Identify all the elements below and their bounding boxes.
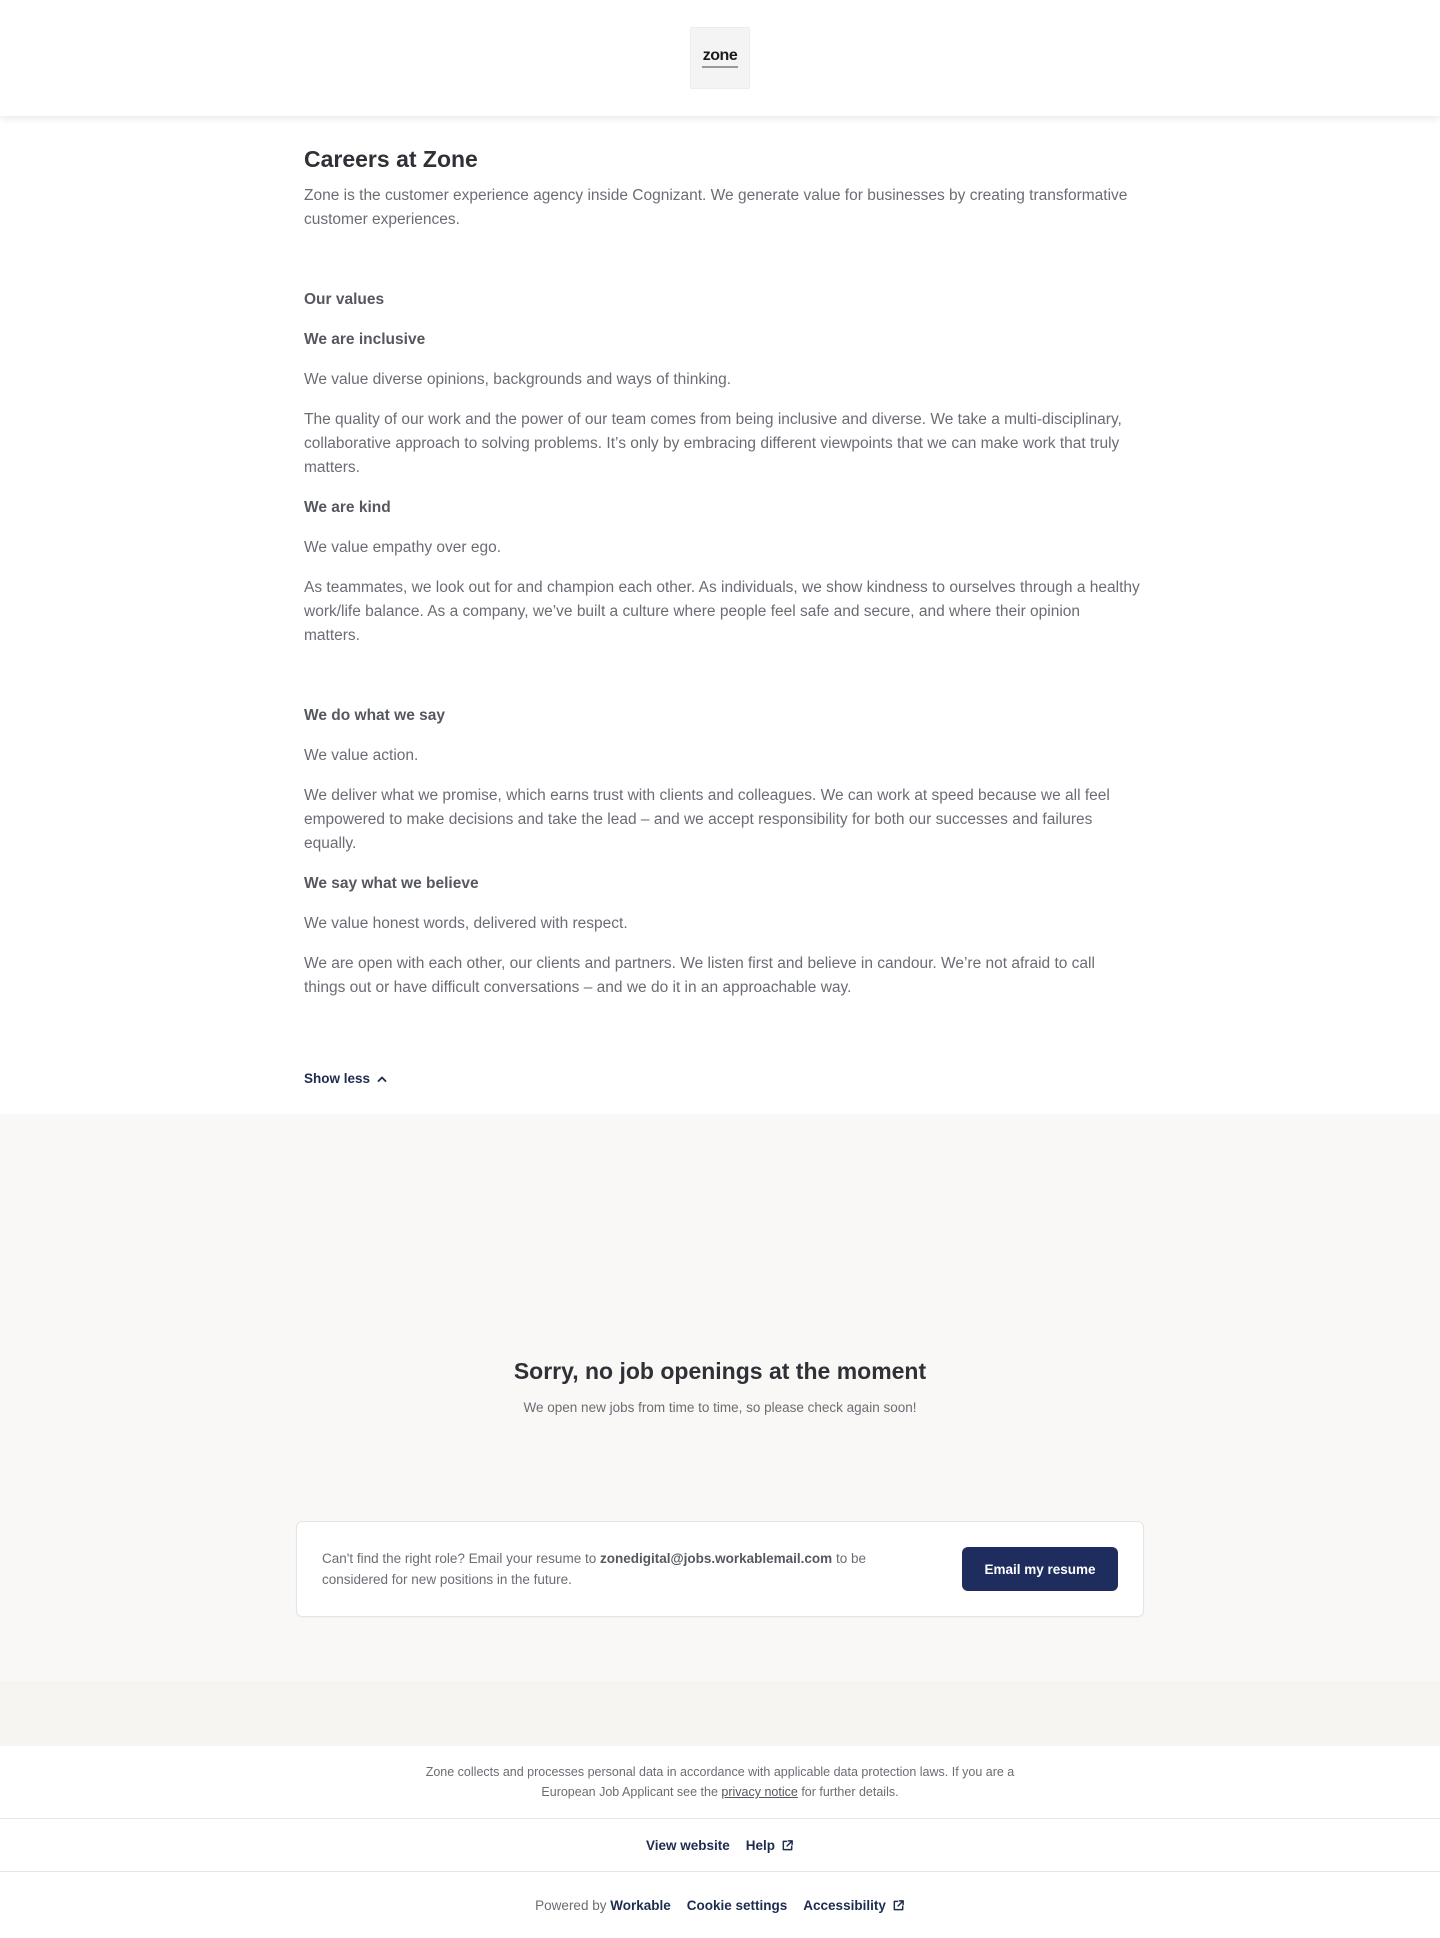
page-title: Careers at Zone xyxy=(304,146,478,172)
accessibility-label: Accessibility xyxy=(803,1897,886,1913)
value-title: We are inclusive xyxy=(304,331,426,348)
privacy-text-suffix: for further details. xyxy=(797,1785,899,1799)
company-description xyxy=(304,288,1140,1000)
value-title: We say what we believe xyxy=(304,875,479,892)
value-title: We do what we say xyxy=(304,707,445,724)
resume-prompt-prefix: Can't find the right role? Email your resume to xyxy=(322,1551,600,1566)
values-heading: Our values xyxy=(304,291,385,308)
resume-prompt xyxy=(322,1548,882,1590)
powered-by xyxy=(535,1898,671,1913)
value-body: As teammates, we look out for and champion each other. As individuals, we show kindness to ourselves through a healthy work/life balance. As a company, we’ve built a culture where people feel safe and secure, and where their opinion matters. xyxy=(304,579,1140,644)
logo-text: zone xyxy=(702,47,738,64)
show-less-toggle[interactable] xyxy=(304,1071,388,1086)
no-openings-title: Sorry, no job openings at the moment xyxy=(513,1358,927,1384)
view-website-link[interactable] xyxy=(646,1838,730,1853)
value-body: The quality of our work and the power of our team comes from being inclusive and diverse. We take a multi-disciplinary, collaborative approach to solving problems. It’s only by embracing different viewpoints that we can make work that truly matters. xyxy=(304,411,1122,476)
resume-email-address: zonedigital@jobs.workablemail.com xyxy=(599,1551,833,1566)
email-resume-button[interactable]: Email my resume xyxy=(962,1547,1118,1591)
help-label: Help xyxy=(745,1837,776,1853)
no-openings-text: We open new jobs from time to time, so please check again soon! xyxy=(523,1400,917,1415)
value-body: We deliver what we promise, which earns trust with clients and colleagues. We can work at speed because we all feel empowered to make decisions and take the lead – and we accept responsibility for both our successes and failures equally. xyxy=(304,787,1110,852)
cookie-settings-link[interactable] xyxy=(687,1898,788,1913)
view-website-label: View website xyxy=(645,1837,730,1853)
email-resume-card xyxy=(296,1521,1144,1617)
help-link[interactable] xyxy=(746,1838,794,1853)
privacy-text xyxy=(425,1762,1015,1802)
value-summary: We value empathy over ego. xyxy=(304,539,502,556)
privacy-notice-link[interactable]: privacy notice xyxy=(721,1785,798,1799)
value-body: We are open with each other, our clients and partners. We listen first and believe in candour. We’re not afraid to call things out or have difficult conversations – and we do it in an approachable way. xyxy=(304,955,1095,996)
value-summary: We value action. xyxy=(304,747,419,764)
no-openings-message xyxy=(0,1356,1440,1415)
external-link-icon xyxy=(781,1839,794,1852)
external-link-icon xyxy=(892,1899,905,1912)
resume-prompt-suffix: to be considered for new positions in the future. xyxy=(322,1551,866,1587)
logo-tagline-mark xyxy=(702,66,738,68)
company-logo[interactable] xyxy=(690,27,750,89)
jobs-section-bottom xyxy=(0,1681,1440,1746)
privacy-text-prefix: Zone collects and processes personal data in accordance with applicable data protection laws. If you are a European Job Applicant see the xyxy=(425,1765,1015,1799)
chevron-up-icon xyxy=(376,1073,388,1085)
jobs-section xyxy=(0,1114,1440,1681)
value-summary: We value diverse opinions, backgrounds and ways of thinking. xyxy=(304,371,732,388)
value-summary: We value honest words, delivered with respect. xyxy=(304,915,628,932)
workable-link[interactable]: Workable xyxy=(610,1897,671,1913)
about-section xyxy=(0,116,1440,1114)
cookie-settings-label: Cookie settings xyxy=(686,1897,788,1913)
company-intro: Zone is the customer experience agency inside Cognizant. We generate value for businesses by creating transformative customer experiences. xyxy=(304,187,1128,228)
powered-by-prefix: Powered by xyxy=(535,1897,611,1913)
footer-links xyxy=(0,1819,1440,1872)
footer-bottom-bar xyxy=(0,1872,1440,1938)
value-title: We are kind xyxy=(304,499,391,516)
site-footer xyxy=(0,1746,1440,1938)
accessibility-link[interactable] xyxy=(803,1898,905,1913)
show-less-label: Show less xyxy=(304,1071,371,1086)
privacy-statement xyxy=(0,1746,1440,1819)
site-header xyxy=(0,0,1440,116)
